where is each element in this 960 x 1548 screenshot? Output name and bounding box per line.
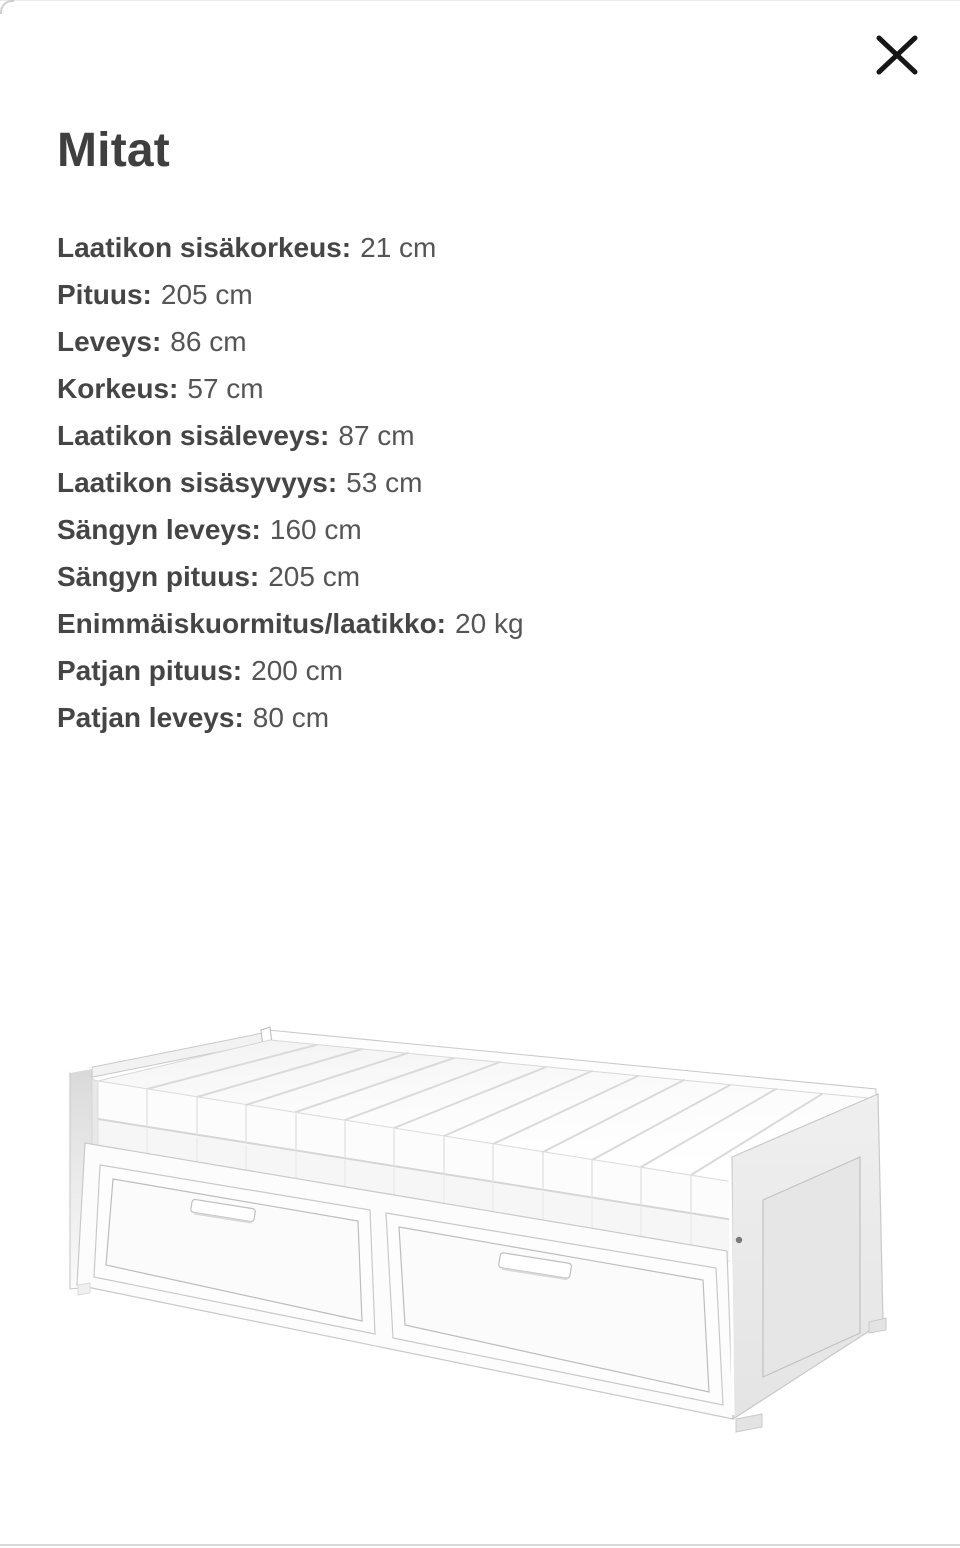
dimension-label: Sängyn leveys:: [57, 514, 261, 545]
dimension-value: 205 cm: [268, 561, 361, 592]
dimension-row: [57, 271, 920, 318]
dimension-value: 86 cm: [170, 326, 247, 357]
dimension-row: [57, 600, 920, 647]
dimension-row: [57, 553, 920, 600]
close-icon: [876, 34, 918, 76]
dimension-value: 20 kg: [455, 608, 524, 639]
page-title: Mitat: [57, 124, 170, 177]
dimension-row: [57, 412, 920, 459]
dimension-label: Laatikon sisäkorkeus:: [57, 232, 352, 263]
dimension-row: [57, 506, 920, 553]
dimension-label: Patjan pituus:: [57, 655, 243, 686]
dimension-row: [57, 694, 920, 741]
dimension-label: Sängyn pituus:: [57, 561, 260, 592]
dimension-row: [57, 647, 920, 694]
dimension-row: [57, 459, 920, 506]
bottom-divider: [0, 1544, 960, 1546]
product-image-daybed: [40, 1015, 920, 1485]
dimension-label: Pituus:: [57, 279, 152, 310]
dimension-label: Leveys:: [57, 326, 162, 357]
dimension-value: 57 cm: [187, 373, 264, 404]
dimensions-list: [57, 224, 920, 741]
keyhole-dot: [736, 1237, 742, 1243]
dimension-label: Patjan leveys:: [57, 702, 244, 733]
dimension-value: 160 cm: [269, 514, 362, 545]
dimension-label: Laatikon sisäleveys:: [57, 420, 330, 451]
dimension-value: 200 cm: [251, 655, 343, 686]
dimension-row: [57, 224, 920, 271]
close-button[interactable]: [869, 28, 925, 82]
modal-top-edge: [0, 0, 960, 1]
dimension-row: [57, 365, 920, 412]
dimension-row: [57, 318, 920, 365]
dimension-value: 87 cm: [338, 420, 415, 451]
dimension-value: 21 cm: [360, 232, 437, 263]
dimension-label: Enimmäiskuormitus/laatikko:: [57, 608, 447, 639]
dimension-label: Korkeus:: [57, 373, 179, 404]
dimension-label: Laatikon sisäsyvyys:: [57, 467, 338, 498]
dimension-value: 53 cm: [346, 467, 423, 498]
dimension-value: 80 cm: [252, 702, 330, 733]
modal-rounded-corner: [0, 0, 14, 14]
dimension-value: 205 cm: [160, 279, 253, 310]
